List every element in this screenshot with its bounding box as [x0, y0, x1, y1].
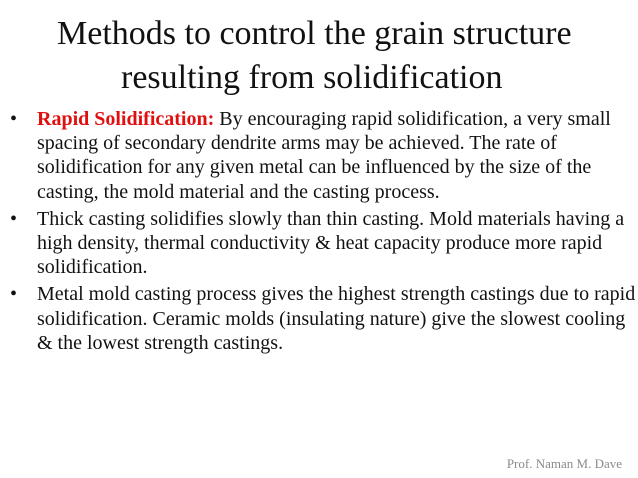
bullet-icon: •: [10, 108, 18, 130]
bullet-item-rapid-solidification: [10, 107, 636, 204]
title-line-2: resulting from solidification: [121, 59, 503, 96]
title-line-1: Methods to control the grain structure: [57, 15, 572, 52]
bullet-lead-text: Rapid Solidification:: [37, 108, 215, 130]
author-footer: Prof. Naman M. Dave: [506, 456, 622, 471]
bullet-item-metal-mold: [10, 282, 636, 355]
bullet-text: Metal mold casting process gives the highest strength castings due to rapid solidification. Ceramic molds (insulating nature) give the slowest cooling & the lowest strength castings.: [37, 283, 636, 354]
bullet-icon: •: [10, 207, 18, 230]
bullet-icon: •: [10, 283, 18, 306]
bullet-text: By encouraging rapid solidification, a very small spacing of secondary dendrite arms may be achieved. The rate of solidification for any given metal can be influenced by the size of the casting, the mold material and the casting process.: [37, 108, 611, 203]
bullet-item-thick-casting: [10, 207, 636, 280]
bullet-list: [10, 107, 636, 358]
slide-title: [0, 12, 638, 100]
bullet-text: Thick casting solidifies slowly than thin casting. Mold materials having a high density, thermal conductivity & heat capacity produce more rapid solidification.: [37, 207, 625, 279]
